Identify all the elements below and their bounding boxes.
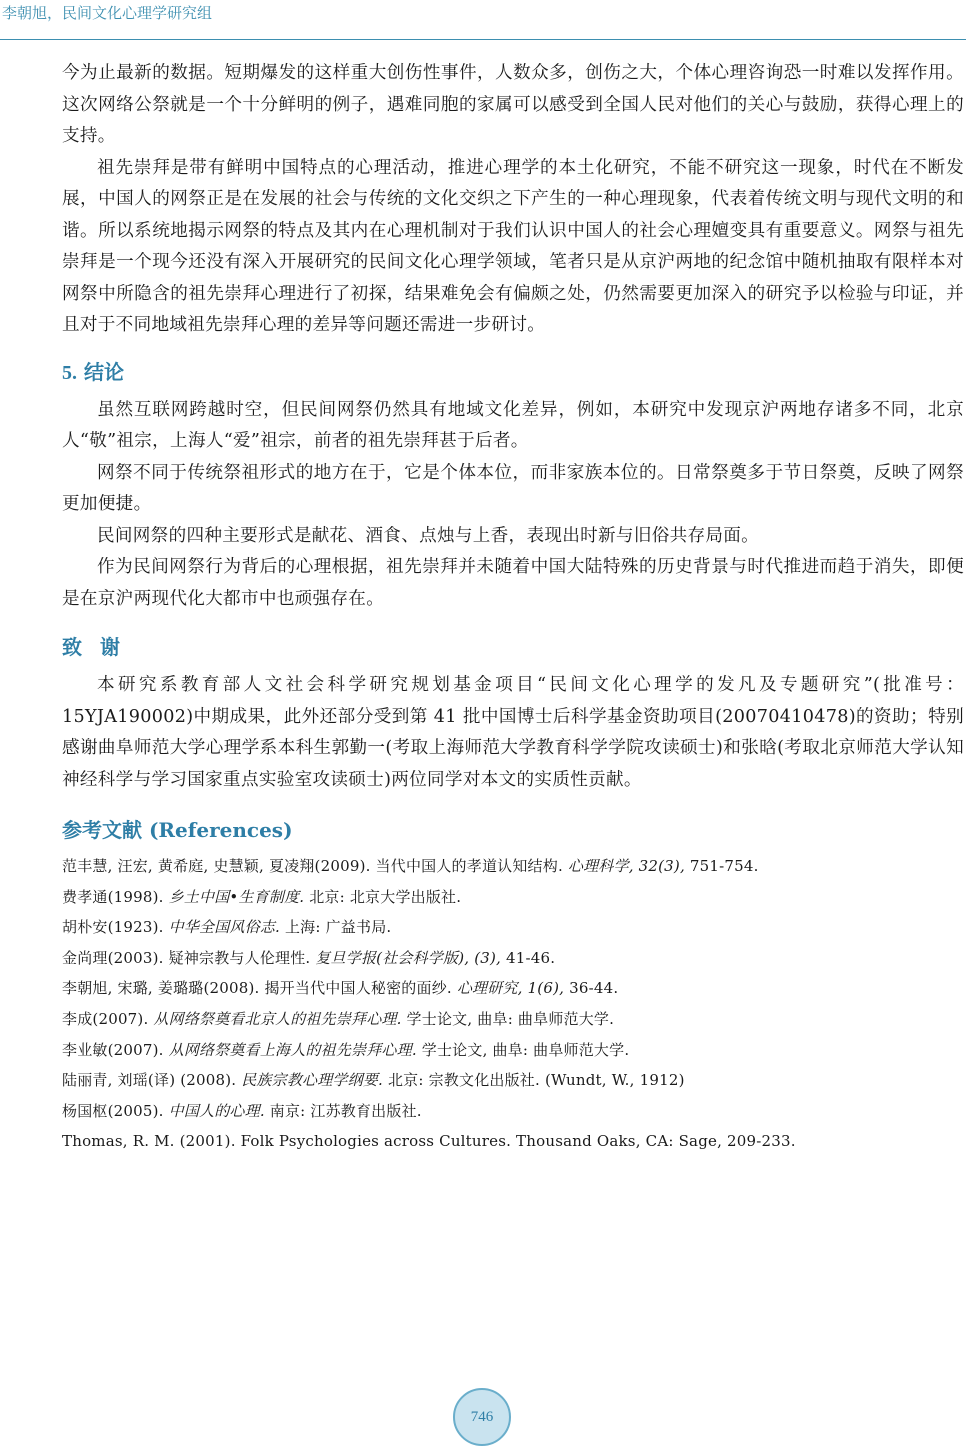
running-header (0, 0, 966, 40)
reference-pages: 学士论文, 曲阜: 曲阜师范大学. (401, 1009, 615, 1028)
article-body (62, 58, 964, 1157)
reference-item (62, 1096, 964, 1127)
section-number: 5. (62, 361, 77, 384)
reference-item (62, 882, 964, 913)
reference-source: 民族宗教心理学纲要. (241, 1071, 384, 1090)
conclusion-paragraph: 虽然互联网跨越时空，但民间网祭仍然具有地域文化差异，例如，本研究中发现京沪两地存诸多不同，北京人“敬”祖宗，上海人“爱”祖宗，前者的祖先崇拜甚于后者。 (62, 399, 964, 451)
reference-item (62, 1004, 964, 1035)
reference-item (62, 1126, 964, 1157)
reference-list (62, 851, 964, 1157)
acknowledgements-section (62, 631, 964, 796)
reference-pages: 北京: 宗教文化出版社. (Wundt, W., 1912) (383, 1071, 685, 1090)
reference-text: 范丰慧, 汪宏, 黄希庭, 史慧颖, 夏凌翔(2009). 当代中国人的孝道认知结构. (62, 857, 568, 875)
reference-text: 金尚理(2003). 疑神宗教与人伦理性. (62, 948, 316, 967)
reference-source: 中华全国风俗志. (168, 918, 280, 937)
reference-text: 李业敏(2007). (62, 1040, 169, 1059)
section-heading-conclusion (62, 356, 964, 385)
references-section (62, 814, 964, 1157)
reference-pages: 上海: 广益书局. (280, 918, 392, 937)
reference-text: 费孝通(1998). (62, 887, 169, 906)
reference-text: Thomas, R. M. (2001). Folk Psychologies across Cultures. Thousand Oaks, CA: Sage, 209-233. (62, 1132, 796, 1151)
reference-item (62, 1035, 964, 1066)
section-title: 结论 (83, 359, 124, 384)
reference-text: 陆丽青, 刘瑶(译) (2008). (62, 1071, 242, 1090)
reference-text: 李成(2007). (62, 1009, 154, 1028)
reference-source: 复旦学报(社会科学版), (3), (315, 948, 502, 967)
body-paragraph: 今为止最新的数据。短期爆发的这样重大创伤性事件，人数众多，创伤之大，个体心理咨询恐一时难以发挥作用。这次网络公祭就是一个十分鲜明的例子，遇难同胞的家属可以感受到全国人民对他们的关心与鼓励，获得心理上的支持。 (62, 63, 964, 146)
reference-item (62, 912, 964, 943)
reference-pages: 751-754. (684, 857, 759, 875)
body-paragraph: 祖先崇拜是带有鲜明中国特点的心理活动，推进心理学的本土化研究，不能不研究这一现象，时代在不断发展，中国人的网祭正是在发展的社会与传统的文化交织之下产生的一种心理现象，代表着传统文明与现代文明的和谐。所以系统地揭示网祭的特点及其内在心理机制对于我们认识中国人的社会心理嬗变具有重要意义。网祭与祖先崇拜是一个现今还没有深入开展研究的民间文化心理学领域，笔者只是从京沪两地的纪念馆中随机抽取有限样本对网祭中所隐含的祖先崇拜心理进行了初探，结果难免会有偏颇之处，仍然需要更加深入的研究予以检验与印证，并且对于不同地域祖先崇拜心理的差异等问题还需进一步研讨。 (62, 157, 964, 335)
reference-source: 从网络祭奠看北京人的祖先崇拜心理. (153, 1009, 402, 1028)
section-heading-acknowledgements: 致谢 (62, 635, 138, 659)
reference-item (62, 943, 964, 974)
page-number-badge (453, 1388, 511, 1446)
reference-text: 胡朴安(1923). (62, 918, 169, 937)
reference-text: 杨国枢(2005). (62, 1101, 169, 1120)
running-title: 李朝旭，民间文化心理学研究组 (2, 4, 213, 22)
reference-source: 心理研究, 1(6), (456, 979, 565, 998)
reference-source: 中国人的心理. (168, 1101, 265, 1120)
reference-item (62, 1065, 964, 1096)
conclusion-paragraph: 作为民间网祭行为背后的心理根据，祖先崇拜并未随着中国大陆特殊的历史背景与时代推进而趋于消失，即便是在京沪两现代化大都市中也顽强存在。 (62, 557, 964, 609)
reference-pages: 41-46. (501, 948, 556, 967)
acknowledgements-paragraph: 本研究系教育部人文社会科学研究规划基金项目“民间文化心理学的发凡及专题研究”(批准号：15YJA190002)中期成果，此外还部分受到第 41 批中国博士后科学基金资助项目(20070410478)的资助；特别感谢曲阜师范大学心理学系本科生郭勤一(考取上海师范大学教育科学学院攻读硕士)和张晗(考取北京师范大学认知神经科学与学习国家重点实验室攻读硕士)两位同学对本文的实质性贡献。 (62, 675, 964, 790)
reference-source: 从网络祭奠看上海人的祖先崇拜心理. (168, 1040, 417, 1059)
reference-item (62, 973, 964, 1004)
reference-source: 乡土中国•生育制度. (168, 887, 305, 906)
reference-pages: 学士论文, 曲阜: 曲阜师范大学. (416, 1040, 630, 1059)
reference-text: 李朝旭, 宋璐, 姜璐璐(2008). 揭开当代中国人秘密的面纱. (62, 979, 457, 998)
reference-pages: 36-44. (564, 979, 619, 998)
conclusion-paragraph: 民间网祭的四种主要形式是献花、酒食、点烛与上香，表现出时新与旧俗共存局面。 (97, 525, 760, 546)
reference-pages: 北京: 北京大学出版社. (304, 887, 462, 906)
conclusion-section (62, 356, 964, 616)
section-heading-references: 参考文献 (References) (62, 818, 293, 842)
reference-item (62, 851, 964, 882)
page-number: 746 (470, 1408, 494, 1425)
reference-pages: 南京: 江苏教育出版社. (264, 1101, 422, 1120)
conclusion-paragraph: 网祭不同于传统祭祖形式的地方在于，它是个体本位，而非家族本位的。日常祭奠多于节日祭奠，反映了网祭更加便捷。 (62, 462, 964, 514)
reference-source: 心理科学, 32(3), (567, 857, 685, 875)
